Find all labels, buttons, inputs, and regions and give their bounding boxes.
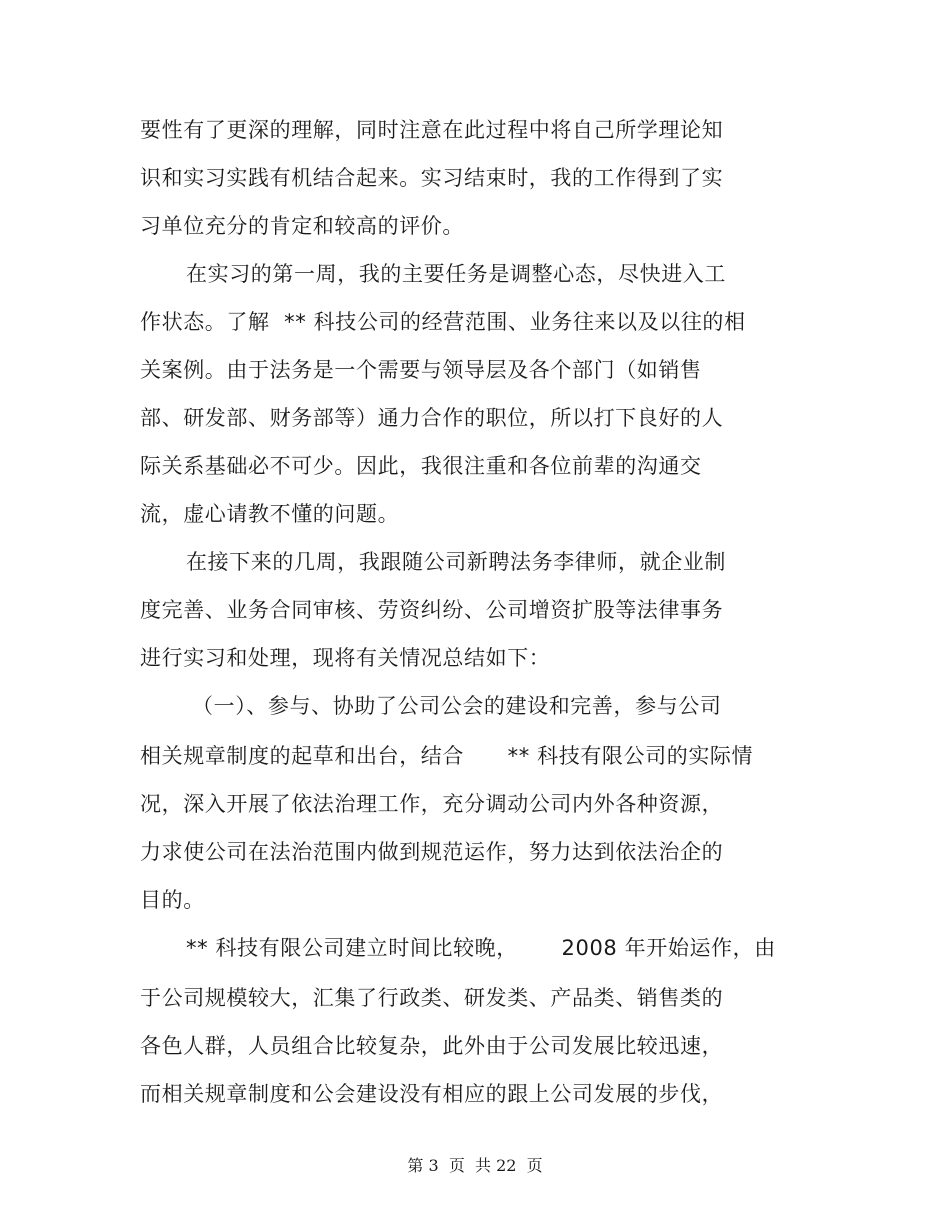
paragraph-line: 于公司规模较大，汇集了行政类、研发类、产品类、销售类的 [140,986,724,1010]
paragraph-line: 作状态。了解 ** 科技公司的经营范围、业务往来以及以往的相 [140,310,746,334]
paragraph-line: 力求使公司在法治范围内做到规范运作，努力达到依法治企的 [140,840,724,864]
paragraph-line: 习单位充分的肯定和较高的评价。 [140,214,464,238]
paragraph-line: 际关系基础必不可少。因此，我很注重和各位前辈的沟通交 [140,454,702,478]
paragraph-line: 流，虚心请教不懂的问题。 [140,502,400,526]
paragraph-line: 相关规章制度的起草和出台，结合 ** 科技有限公司的实际情 [140,744,754,768]
paragraph-line: 关案例。由于法务是一个需要与领导层及各个部门（如销售 [140,358,702,382]
paragraph-line: 识和实习实践有机结合起来。实习结束时，我的工作得到了实 [140,166,724,190]
paragraph-line: （一）、参与、协助了公司公会的建设和完善，参与公司 [192,694,722,718]
paragraph-line: 度完善、业务合同审核、劳资纠纷、公司增资扩股等法律事务 [140,598,724,622]
paragraph-line: 目的。 [140,888,205,912]
paragraph-line: ** 科技有限公司建立时间比较晚， 2008 年开始运作，由 [186,936,776,960]
paragraph-line: 部、研发部、财务部等）通力合作的职位，所以打下良好的人 [140,406,724,430]
paragraph-line: 而相关规章制度和公会建设没有相应的跟上公司发展的步伐， [140,1082,724,1106]
page-number-footer: 第 3 页 共 22 页 [407,1156,543,1175]
paragraph-line: 进行实习和处理，现将有关情况总结如下： [140,646,551,670]
paragraph-line: 在接下来的几周，我跟随公司新聘法务李律师，就企业制 [186,550,726,574]
paragraph-line: 况，深入开展了依法治理工作，充分调动公司内外各种资源， [140,792,724,816]
paragraph-line: 各色人群，人员组合比较复杂，此外由于公司发展比较迅速， [140,1034,724,1058]
paragraph-line: 要性有了更深的理解，同时注意在此过程中将自己所学理论知 [140,118,724,142]
paragraph-line: 在实习的第一周，我的主要任务是调整心态，尽快进入工 [186,262,726,286]
